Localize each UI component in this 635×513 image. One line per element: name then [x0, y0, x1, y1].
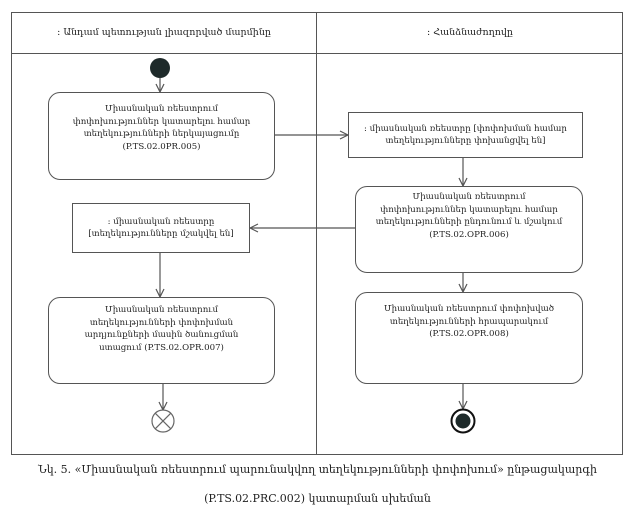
action-label: Միասնական ռեեստրում տեղեկությունների փոփոխման արդյունքների մասին ծանուցման ստացում (P.TS.02.OPR.007) — [84, 305, 239, 353]
object-label: : միասնական ռեեստրը [տեղեկությունները մշակվել են] — [88, 216, 234, 239]
activity-final-node — [452, 410, 475, 433]
action-publish — [355, 292, 583, 384]
action-label: Միասնական ռեեստրում փոփոխություններ կատարելու համար տեղեկությունների ընդունում և մշակում (P.TS.02.OPR.006) — [375, 192, 563, 240]
initial-node — [150, 58, 170, 78]
object-label: : միասնական ռեեստրը [փոփոխման համար տեղեկությունները փոխանցվել են] — [364, 123, 567, 146]
action-receive-notification — [48, 297, 275, 384]
action-label: Միասնական ռեեստրում փոփոխություններ կատարելու համար տեղեկությունների ներկայացումը (P.TS.02.0PR.005) — [72, 104, 251, 152]
figure-caption-line2: (P.TS.02.PRC.002) կատարման սխեման — [204, 492, 431, 505]
object-registry-transferred — [348, 112, 583, 158]
action-receive-process — [355, 186, 583, 273]
lane-header-member-state: : Անդամ պետության լիազորված մարմինը — [11, 12, 317, 54]
action-label: Միասնական ռեեստրում փոփոխված տեղեկությունների հրապարակում (P.TS.02.OPR.008) — [383, 304, 555, 339]
object-registry-processed — [72, 203, 250, 253]
figure-caption-line1: Նկ. 5. «Միասնական ռեեստրում պարունակվող տեղեկությունների փոփոխում» ընթացակարգի — [38, 463, 597, 476]
flow-final-node — [152, 410, 174, 432]
action-submit-information — [48, 92, 275, 180]
lane-header-commission: : Հանձնաժողովը — [316, 12, 623, 54]
